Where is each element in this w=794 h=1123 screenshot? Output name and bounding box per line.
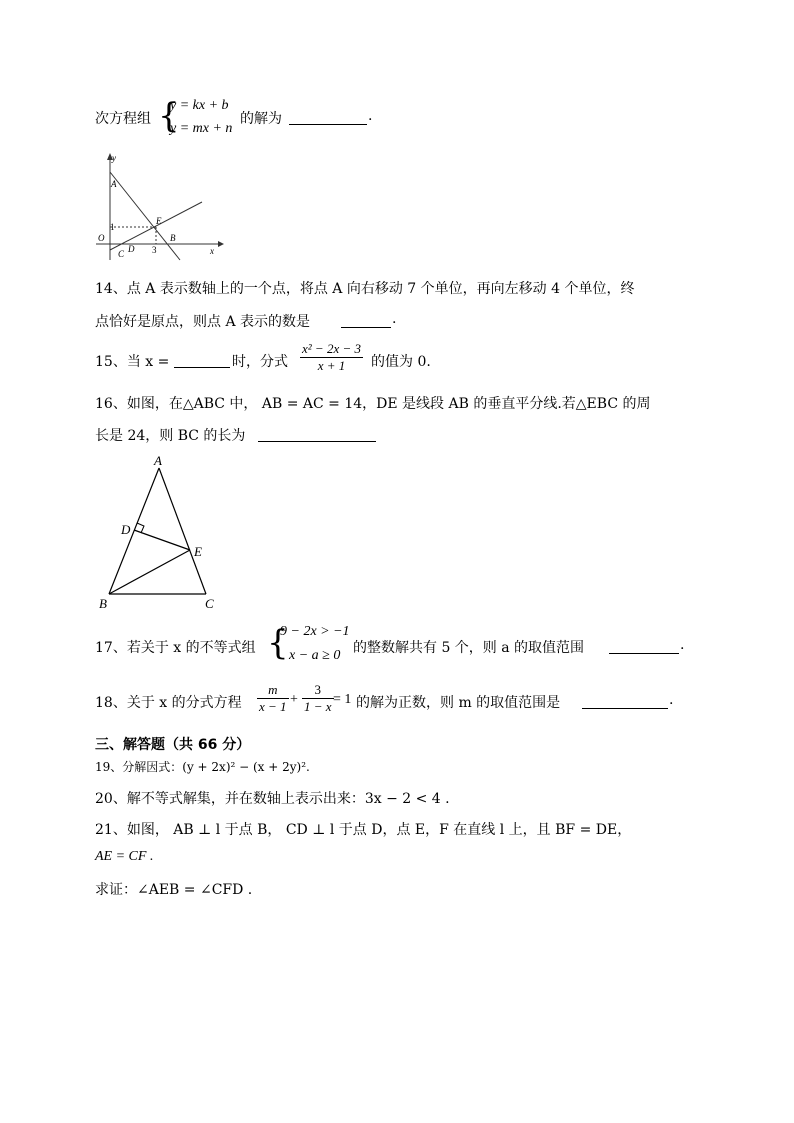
q16-answer-blank[interactable] [258, 427, 376, 442]
graph13-line-ab [110, 172, 180, 260]
q17-brace: { [267, 623, 289, 663]
q18-answer-blank[interactable] [582, 694, 668, 709]
triangle16-label-b: B [99, 596, 107, 611]
q18-plus: + [290, 692, 298, 707]
graph13-label-o: O [98, 233, 105, 243]
q13-eq1: y = kx + b [170, 98, 229, 113]
q20-text: 20、解不等式解集，并在数轴上表示出来：3x − 2 < 4 . [95, 791, 450, 807]
q14-end: . [392, 311, 397, 327]
triangle16-label-a: A [154, 454, 162, 468]
graph13-label-x: x [210, 246, 214, 256]
graph13-label-one: 1 [110, 222, 115, 232]
q18-equals: = 1 [333, 692, 352, 707]
q15-prefix: 15、当 x = [95, 354, 170, 370]
q16-line1: 16、如图，在△ABC 中， AB = AC = 14，DE 是线段 AB 的垂直平分线.若△EBC 的周 [95, 396, 651, 412]
q18-suffix: 的解为正数，则 m 的取值范围是 [356, 695, 561, 711]
triangle16 [96, 454, 226, 612]
q14-line2: 点恰好是原点，则点 A 表示的数是 [95, 314, 311, 330]
graph13-label-three: 3 [152, 245, 157, 255]
triangle16-side-ab [109, 468, 159, 594]
q13-suffix: 的解为 [240, 111, 282, 127]
q21-line1: 21、如图， AB ⊥ l 于点 B， CD ⊥ l 于点 D，点 E，F 在直线 l 上，且 BF = DE， [95, 822, 632, 838]
q13-eq2: y = mx + n [170, 121, 233, 136]
q21-line2: AE = CF . [95, 849, 154, 864]
section3-heading: 三、解答题（共 66 分） [95, 737, 251, 753]
q15-suffix: 的值为 0. [371, 354, 431, 370]
q18-fraction-1 [257, 682, 289, 715]
q17-suffix: 的整数解共有 5 个，则 a 的取值范围 [353, 640, 585, 656]
q13-brace: { [158, 96, 180, 136]
graph13-label-y: y [112, 153, 116, 163]
triangle16-segment-de [134, 530, 190, 550]
q14-answer-blank[interactable] [341, 313, 391, 328]
triangle16-label-d: D [121, 522, 131, 537]
q18-fraction-1-numerator: m [257, 682, 289, 699]
q17-prefix: 17、若关于 x 的不等式组 [95, 640, 256, 656]
triangle16-side-ac [159, 468, 206, 594]
q15-mid: 时，分式 [232, 354, 288, 370]
q15-answer-blank[interactable] [174, 353, 230, 368]
graph13-label-e: E [156, 216, 162, 226]
q17-ineq1: 9 − 2x > −1 [280, 624, 350, 639]
graph13-label-b: B [170, 233, 176, 243]
q21-line3: 求证：∠AEB = ∠CFD . [95, 882, 253, 898]
q19-text: 19、分解因式：(y + 2x)² − (x + 2y)². [95, 760, 310, 774]
q18-fraction-2 [302, 682, 334, 715]
q15-fraction-numerator: x² − 2x − 3 [302, 341, 361, 356]
triangle16-segment-be [109, 550, 190, 594]
graph13-label-a: A [111, 179, 117, 189]
q13-prefix: 次方程组 [95, 111, 151, 127]
graph13 [96, 150, 226, 262]
graph13-line-ce [110, 202, 202, 250]
q13-answer-blank[interactable] [289, 110, 367, 125]
graph13-label-c: C [118, 249, 125, 259]
triangle16-label-c: C [205, 596, 214, 611]
q17-answer-blank[interactable] [609, 639, 679, 654]
q17-end: . [680, 637, 685, 653]
triangle16-label-e: E [194, 544, 202, 559]
q16-line2: 长是 24，则 BC 的长为 [95, 428, 246, 444]
q18-fraction-2-numerator: 3 [302, 682, 334, 699]
graph13-label-d: D [128, 244, 135, 254]
q13-end: . [368, 108, 373, 124]
q18-end: . [669, 692, 674, 708]
graph13-x-arrow [218, 241, 224, 247]
q18-prefix: 18、关于 x 的分式方程 [95, 695, 242, 711]
q18-fraction-2-denominator: 1 − x [304, 699, 332, 714]
q18-fraction-1-denominator: x − 1 [259, 699, 287, 714]
q17-ineq2: x − a ≥ 0 [289, 648, 341, 663]
q14-line1: 14、点 A 表示数轴上的一个点，将点 A 向右移动 7 个单位，再向左移动 4 个单位，终 [95, 281, 635, 297]
q15-fraction [300, 341, 363, 374]
q15-fraction-denominator: x + 1 [317, 358, 346, 373]
